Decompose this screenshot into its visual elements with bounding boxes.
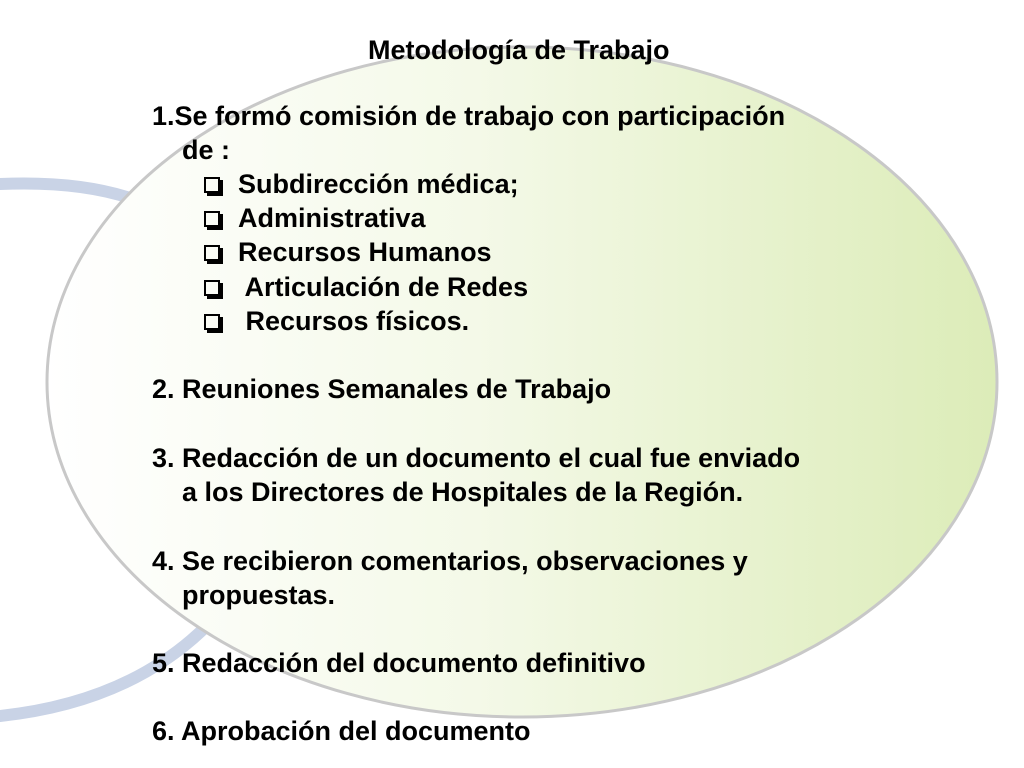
item-4-line-2: propuestas. [182, 580, 336, 610]
item-3-line-1: 3. Redacción de un documento el cual fue enviado [152, 443, 801, 473]
item-2-line-1: 2. Reuniones Semanales de Trabajo [152, 374, 612, 404]
bullet-item [204, 270, 528, 304]
item-1-number: 1. [152, 101, 175, 131]
item-4-line-1: 4. Se recibieron comentarios, observaciones y [152, 546, 748, 576]
checkbox-bullet-icon [204, 245, 220, 261]
item-1-text: Se formó comisión de trabajo con participación [174, 101, 786, 131]
checkbox-bullet-icon [204, 211, 220, 227]
bullet-text: Subdirección médica; [238, 169, 519, 199]
slide-title: Metodología de Trabajo [368, 35, 670, 65]
item-6-line-1: 6. Aprobación del documento [152, 716, 531, 746]
bullet-item [204, 167, 519, 201]
checkbox-bullet-icon [204, 314, 220, 330]
item-3-line-2: a los Directores de Hospitales de la Región. [182, 477, 744, 507]
bullet-text: Recursos Humanos [238, 237, 492, 267]
item-1-line-1 [152, 99, 785, 133]
bullet-text: Administrativa [238, 203, 426, 233]
bullet-text: Recursos físicos. [238, 306, 470, 336]
checkbox-bullet-icon [204, 280, 220, 296]
bullet-text: Articulación de Redes [238, 272, 529, 302]
item-1-line-2: de : [182, 135, 231, 165]
checkbox-bullet-icon [204, 177, 220, 193]
bullet-item [204, 304, 469, 338]
bullet-item [204, 235, 492, 269]
item-5-line-1: 5. Redacción del documento definitivo [152, 648, 646, 678]
bullet-item [204, 201, 426, 235]
